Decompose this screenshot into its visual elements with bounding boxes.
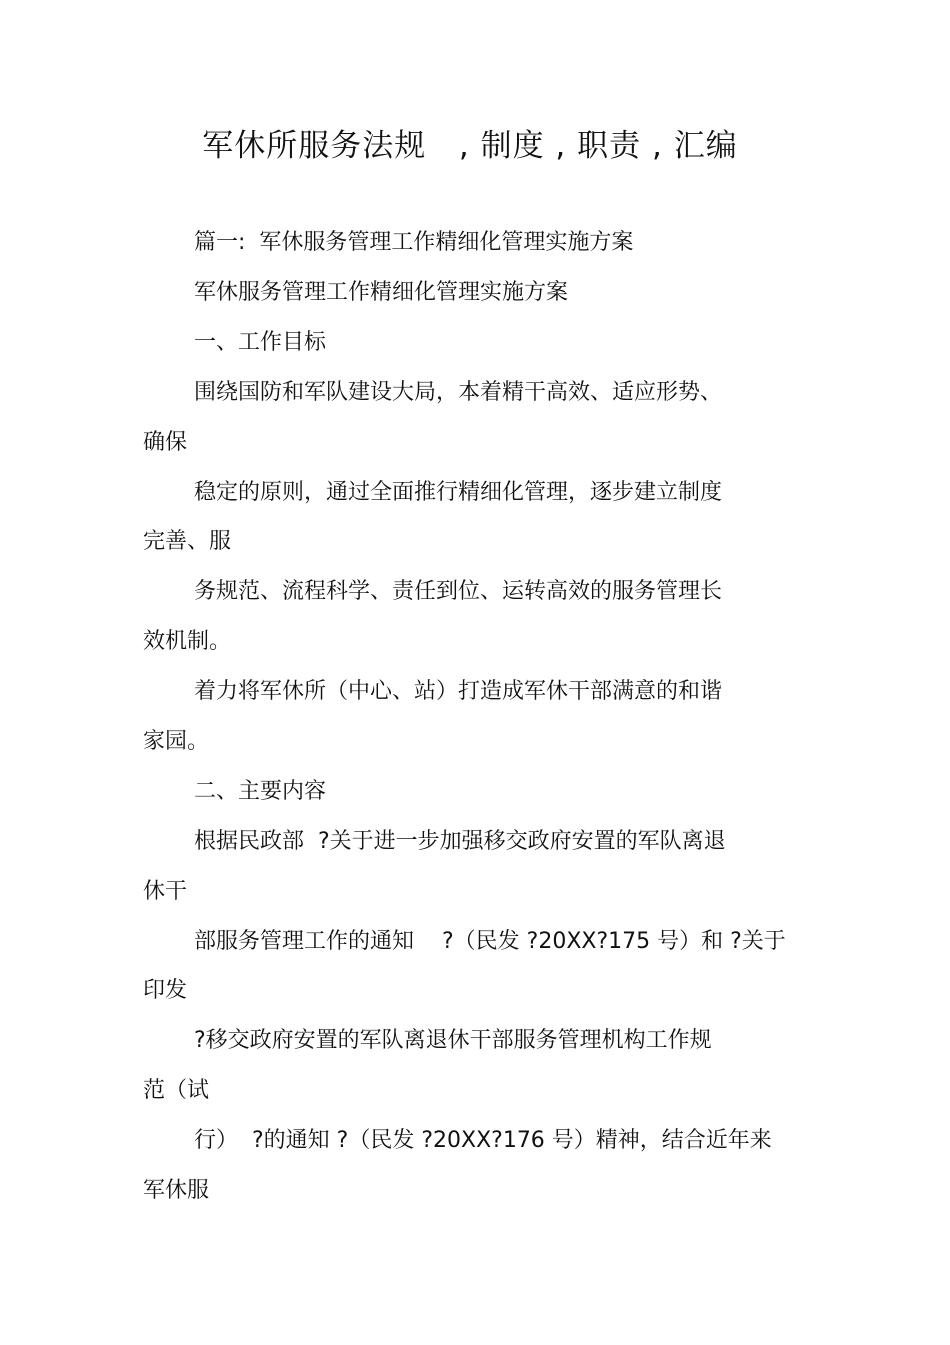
paragraph-line: 篇一: 军休服务管理工作精细化管理实施方案 [194,230,634,255]
section-heading: 一、工作目标 [194,330,327,355]
paragraph-line: 家园。 [143,729,210,754]
paragraph-line: 印发 [143,978,188,1003]
paragraph-line: 军休服 [143,1178,210,1203]
paragraph-line: 稳定的原则，通过全面推行精细化管理，逐步建立制度 [194,480,723,505]
paragraph-line: 根据民政部 ?关于进一步加强移交政府安置的军队离退 [194,829,726,854]
paragraph-line: 范（试 [143,1078,210,1103]
paragraph-line: 休干 [143,879,188,904]
paragraph-line: 确保 [143,430,188,455]
paragraph-line: ?移交政府安置的军队离退休干部服务管理机构工作规 [194,1028,712,1053]
paragraph-line: 部服务管理工作的通知 ?（民发 ?20XX?175 号）和 ?关于 [194,929,786,954]
paragraph-line: 效机制。 [143,629,232,654]
paragraph-line: 着力将军休所（中心、站）打造成军休干部满意的和谐 [194,679,723,704]
paragraph-line: 行） ?的通知 ?（民发 ?20XX?176 号）精神，结合近年来 [194,1128,772,1153]
paragraph-line: 务规范、流程科学、责任到位、运转高效的服务管理长 [194,579,723,604]
paragraph-line: 军休服务管理工作精细化管理实施方案 [194,280,569,305]
section-heading: 二、主要内容 [194,779,327,804]
paragraph-line: 围绕国防和军队建设大局，本着精干高效、适应形势、 [194,380,723,405]
document-title: 军休所服务法规 , 制度 , 职责 , 汇编 [202,128,738,164]
paragraph-line: 完善、服 [143,529,232,554]
